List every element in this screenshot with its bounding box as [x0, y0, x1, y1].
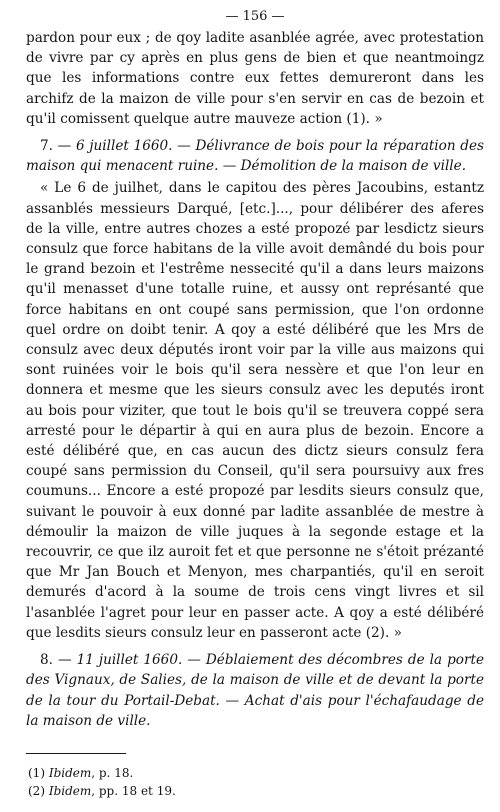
section-title-7: 6 juillet 1660. — Délivrance de bois pour la réparation des maison qui menacent ruine. — Démolition de la maison de ville. — [26, 138, 484, 175]
paragraph-deliberation-7: « Le 6 de juilhet, dans le capitou des pères Jacoubins, estantz assanblés messieurs Darqué, [etc.]..., pour délibérer des aferes de la ville, entre autres chozes a esté propozé par lesdictz sieurs consulz que force habitans de la ville avoit demândé du bois pour le grand bezoin et l'estrême nessecité qu'il a dans leurs maizons qu'il menasset d'une totalle ruine, et aussy ont représanté que force habitans en ont coupé sans permission, que l'on ordonne quel ordre on doibt tenir. A qoy a esté délibéré que les Mrs de consulz avec deux députés iront voir par la ville aus maizons qui sont ruinées voir le bois qu'il sera nessère et que l'on leur en donnera et mesme que les sieurs consulz avec les deputés iront au bois pour viziter, que tout le bois qu'il se treuvera coppé sera arresté pour le départir à qui en aura plus de bezoin. Encore a esté délibéré que, en cas aucun des dictz sieurs consulz fera coupé sans permission du Conseil, qu'il sera poursuivy aux fres coumuns... Encore a esté propozé par lesdits sieurs consulz que, suivant le pouvoir à eux donné par ladite assanblée de mestre à démoulir la maizon de ville juques à la segonde estage et la recouvrir, ce que ilz auroit fet et que personne ne s'étoit prézanté que Mr Jan Bouch et Menyon, mes charpantiés, qu'il en seroit demurés d'acord à la soume de trois cens vingt livres et sil l'asanblée l'agret pour leur en passer acte. A qoy a esté délibéré que lesdits sieurs consulz leur en passeront acte (2). » — [26, 180, 484, 641]
paragraph-continuation: pardon pour eux ; de qoy ladite asanblée agrée, avec protestation de vivre par cy après en plus gens de bien et que neantmoingz que les informations contre eux fettes demureront dans les archifz de la maizon de ville pour s'en servir en cas de bezoin et qu'il comissent quelque autre mauveze action (1). » — [26, 30, 484, 127]
footnote-mark-1: (1) — [28, 765, 45, 780]
footnote-mark-2: (2) — [28, 783, 45, 798]
footnote-ibidem-1: Ibidem — [48, 765, 92, 780]
page-number-header: — 156 — — [225, 9, 285, 24]
footnote-divider — [26, 753, 126, 754]
footnote-2 — [26, 782, 484, 800]
section-heading-7 — [26, 136, 484, 176]
footnote-ref-2: , pp. 18 et 19. — [91, 783, 176, 798]
section-title-8: 11 juillet 1660. — Déblaiement des décombres de la porte des Vignaux, de Salies, de la maison de ville et de devant la porte de la tour du Portail-Debat. — Achat d'ais pour l'échafaudage de la maison de ville. — [26, 652, 484, 729]
section-heading-8 — [26, 650, 484, 731]
footnote-ibidem-2: Ibidem — [48, 783, 92, 798]
section-number-8: 8. — — [40, 652, 72, 669]
footnote-1 — [26, 764, 484, 782]
footnote-ref-1: , p. 18. — [91, 765, 134, 780]
section-number-7: 7. — — [40, 138, 72, 155]
